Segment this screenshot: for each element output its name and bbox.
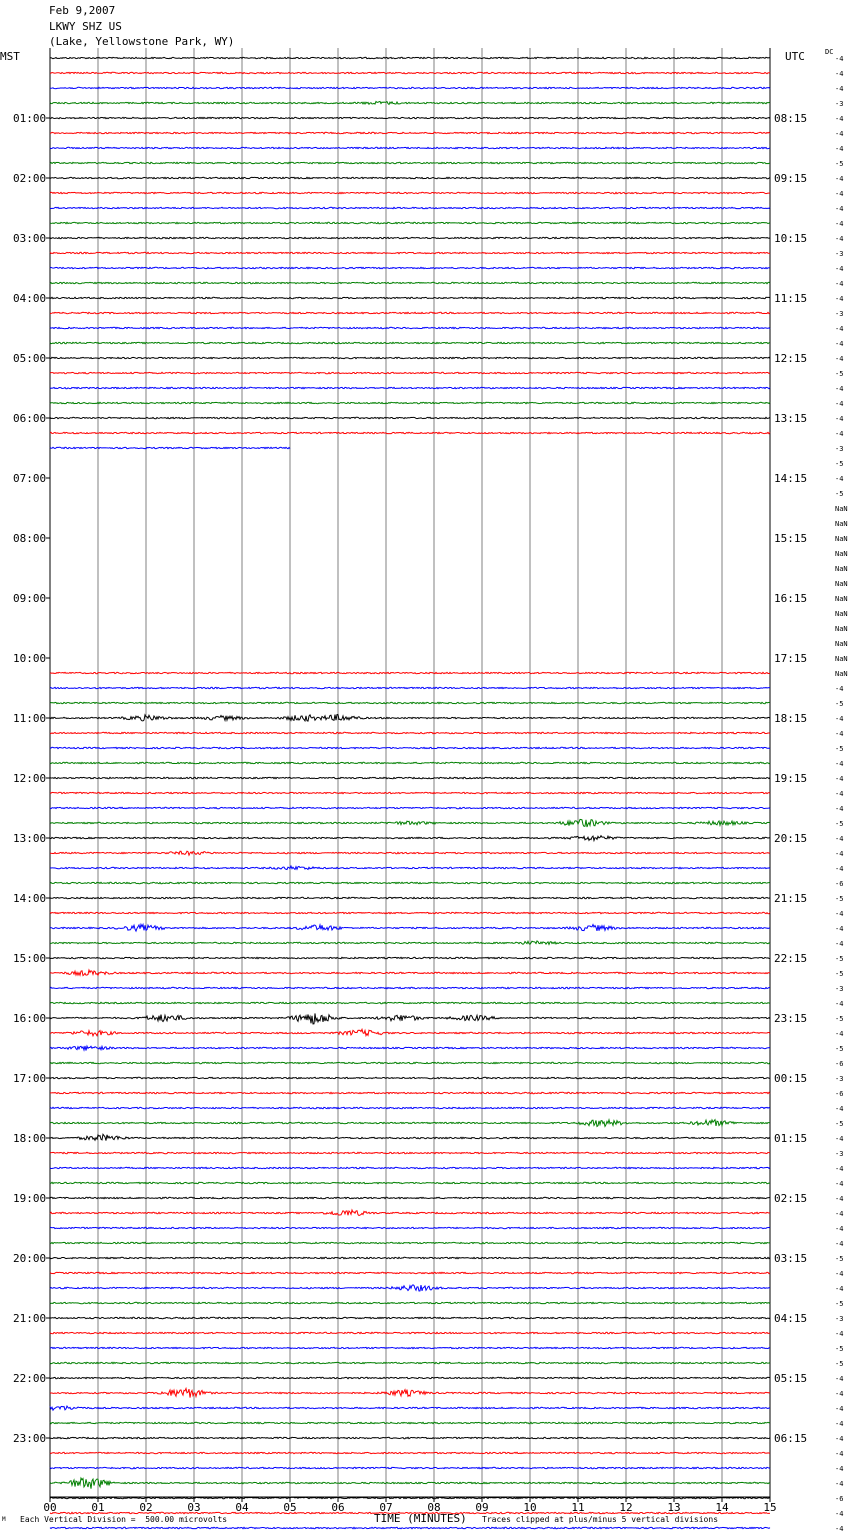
mst-hour-label: 16:00 — [13, 1012, 47, 1025]
utc-hour-label: 22:15 — [774, 952, 808, 965]
trace-blue — [50, 924, 770, 931]
trace-offset-label: -5 — [835, 1045, 844, 1053]
trace-blue — [50, 1167, 770, 1168]
trace-offset-label: -4 — [835, 1210, 844, 1218]
trace-offset-label: -4 — [835, 115, 844, 123]
trace-offset-label: -4 — [835, 205, 844, 213]
trace-offset-label: -4 — [835, 325, 844, 333]
trace-offset-label: -3 — [835, 1315, 844, 1323]
utc-hour-label: 11:15 — [774, 292, 808, 305]
trace-offset-label: NaN — [835, 655, 848, 663]
trace-red — [50, 792, 770, 793]
trace-offset-label: NaN — [835, 535, 848, 543]
trace-offset-label: -3 — [835, 310, 844, 318]
trace-offset-label: -4 — [835, 220, 844, 228]
trace-offset-label: -4 — [835, 1405, 844, 1413]
trace-black — [50, 417, 770, 418]
trace-offset-label: -4 — [835, 1435, 844, 1443]
utc-hour-label: 19:15 — [774, 772, 808, 785]
trace-offset-label: NaN — [835, 520, 848, 528]
x-tick-label: 07 — [379, 1501, 393, 1514]
trace-blue — [50, 1527, 770, 1528]
trace-green — [50, 1182, 770, 1183]
trace-offset-label: -4 — [835, 1105, 844, 1113]
trace-green — [50, 402, 770, 403]
x-tick-label: 14 — [715, 1501, 729, 1514]
trace-blue — [50, 327, 770, 328]
trace-red — [50, 1389, 770, 1398]
trace-offset-label: NaN — [835, 610, 848, 618]
trace-offset-label: -4 — [835, 235, 844, 243]
trace-black — [50, 57, 770, 58]
trace-offset-label: -4 — [835, 385, 844, 393]
trace-black — [50, 1077, 770, 1078]
utc-hour-label: 01:15 — [774, 1132, 808, 1145]
mst-hour-label: 12:00 — [13, 772, 47, 785]
mst-hour-label: 05:00 — [13, 352, 47, 365]
x-tick-label: 05 — [283, 1501, 297, 1514]
trace-offset-label: -4 — [835, 1285, 844, 1293]
mst-hour-label: 07:00 — [13, 472, 47, 485]
trace-offset-label: -4 — [835, 850, 844, 858]
trace-offset-label: -5 — [835, 1300, 844, 1308]
x-tick-label: 10 — [523, 1501, 537, 1514]
trace-offset-label: -4 — [835, 430, 844, 438]
trace-blue — [50, 207, 770, 208]
trace-blue — [50, 1406, 770, 1410]
trace-black — [50, 1197, 770, 1198]
trace-red — [50, 970, 770, 976]
trace-black — [50, 237, 770, 238]
utc-hour-label: 10:15 — [774, 232, 808, 245]
trace-blue — [50, 1285, 770, 1291]
mst-hour-label: 20:00 — [13, 1252, 47, 1265]
mst-hour-label: 18:00 — [13, 1132, 47, 1145]
trace-red — [50, 851, 770, 855]
trace-offset-label: -6 — [835, 880, 844, 888]
trace-black — [50, 957, 770, 958]
trace-red — [50, 432, 770, 433]
trace-offset-label: NaN — [835, 670, 848, 678]
trace-blue — [50, 87, 770, 88]
trace-green — [50, 102, 770, 105]
trace-blue — [50, 387, 770, 388]
trace-black — [50, 836, 770, 841]
trace-offset-label: -5 — [835, 370, 844, 378]
trace-offset-label: -5 — [835, 1015, 844, 1023]
trace-offset-label: -4 — [835, 1270, 844, 1278]
trace-offset-label: -4 — [835, 1465, 844, 1473]
trace-blue — [50, 1347, 770, 1348]
trace-offset-label: -4 — [835, 1240, 844, 1248]
utc-hour-label: 00:15 — [774, 1072, 808, 1085]
trace-red — [50, 372, 770, 373]
x-tick-label: 09 — [475, 1501, 489, 1514]
trace-green — [50, 1422, 770, 1423]
utc-hour-label: 13:15 — [774, 412, 808, 425]
trace-offset-label: -4 — [835, 355, 844, 363]
utc-hour-label: 05:15 — [774, 1372, 808, 1385]
x-tick-label: 13 — [667, 1501, 681, 1514]
trace-offset-label: -4 — [835, 1420, 844, 1428]
trace-blue — [50, 1046, 770, 1051]
trace-offset-label: -3 — [835, 1075, 844, 1083]
trace-red — [50, 672, 770, 673]
trace-offset-label: -4 — [835, 475, 844, 483]
x-tick-label: 02 — [139, 1501, 153, 1514]
trace-black — [50, 1257, 770, 1258]
trace-blue — [50, 866, 770, 869]
trace-offset-label: -6 — [835, 1090, 844, 1098]
trace-black — [50, 1013, 770, 1024]
trace-black — [50, 897, 770, 898]
trace-black — [50, 777, 770, 778]
trace-offset-label: -5 — [835, 700, 844, 708]
trace-red — [50, 252, 770, 253]
utc-hour-label: 04:15 — [774, 1312, 808, 1325]
mst-hour-label: 09:00 — [13, 592, 47, 605]
trace-offset-label: -4 — [835, 85, 844, 93]
trace-green — [50, 342, 770, 343]
trace-blue — [50, 987, 770, 988]
trace-blue — [50, 447, 290, 448]
trace-offset-label: -3 — [835, 100, 844, 108]
trace-red — [50, 1452, 770, 1453]
trace-offset-label: -4 — [835, 685, 844, 693]
trace-offset-label: -5 — [835, 1345, 844, 1353]
trace-green — [50, 1242, 770, 1243]
trace-offset-label: -4 — [835, 1000, 844, 1008]
trace-red — [50, 132, 770, 133]
trace-offset-label: -4 — [835, 340, 844, 348]
trace-green — [50, 1062, 770, 1063]
trace-offset-label: -4 — [835, 1330, 844, 1338]
trace-offset-label: -3 — [835, 445, 844, 453]
trace-offset-label: -4 — [835, 1525, 844, 1533]
trace-offset-label: -4 — [835, 130, 844, 138]
trace-offset-label: -4 — [835, 805, 844, 813]
trace-offset-label: -4 — [835, 265, 844, 273]
trace-black — [50, 117, 770, 118]
trace-offset-label: -5 — [835, 1255, 844, 1263]
mst-hour-label: 13:00 — [13, 832, 47, 845]
trace-offset-label: -3 — [835, 985, 844, 993]
station-label: LKWY SHZ US — [49, 20, 122, 33]
trace-offset-label: -4 — [835, 1510, 844, 1518]
trace-blue — [50, 807, 770, 808]
x-tick-label: 01 — [91, 1501, 105, 1514]
trace-blue — [50, 687, 770, 688]
trace-offset-label: -4 — [835, 1480, 844, 1488]
mst-hour-label: 06:00 — [13, 412, 47, 425]
trace-red — [50, 72, 770, 73]
trace-black — [50, 357, 770, 358]
trace-offset-label: -4 — [835, 1180, 844, 1188]
trace-blue — [50, 1227, 770, 1228]
trace-red — [50, 1029, 770, 1036]
trace-offset-label: -5 — [835, 745, 844, 753]
trace-offset-label: -4 — [835, 835, 844, 843]
trace-offset-label: -4 — [835, 1030, 844, 1038]
mst-hour-label: 23:00 — [13, 1432, 47, 1445]
mst-hour-label: 17:00 — [13, 1072, 47, 1085]
trace-black — [50, 1377, 770, 1378]
mst-hour-label: 02:00 — [13, 172, 47, 185]
utc-hour-label: 23:15 — [774, 1012, 808, 1025]
trace-offset-label: -4 — [835, 190, 844, 198]
trace-offset-label: -4 — [835, 1225, 844, 1233]
trace-offset-label: -4 — [835, 775, 844, 783]
trace-black — [50, 1317, 770, 1318]
left-timezone-label: MST — [0, 50, 20, 63]
trace-offset-label: -4 — [835, 145, 844, 153]
trace-offset-label: -4 — [835, 1195, 844, 1203]
utc-hour-label: 12:15 — [774, 352, 808, 365]
mst-hour-label: 21:00 — [13, 1312, 47, 1325]
trace-offset-label: -5 — [835, 460, 844, 468]
trace-green — [50, 1120, 770, 1127]
x-axis-label: TIME (MINUTES) — [374, 1512, 467, 1525]
utc-hour-label: 06:15 — [774, 1432, 808, 1445]
trace-green — [50, 762, 770, 763]
trace-black — [50, 715, 770, 722]
location-label: (Lake, Yellowstone Park, WY) — [49, 35, 235, 48]
utc-hour-label: 15:15 — [774, 532, 808, 545]
trace-blue — [50, 747, 770, 748]
trace-offset-label: -5 — [835, 160, 844, 168]
trace-red — [50, 1092, 770, 1093]
utc-hour-label: 08:15 — [774, 112, 808, 125]
mst-hour-label: 11:00 — [13, 712, 47, 725]
trace-offset-label: -5 — [835, 1360, 844, 1368]
utc-hour-label: 18:15 — [774, 712, 808, 725]
trace-offset-label: NaN — [835, 625, 848, 633]
trace-blue — [50, 1107, 770, 1108]
trace-blue — [50, 147, 770, 148]
trace-offset-label: -4 — [835, 1375, 844, 1383]
trace-offset-label: -4 — [835, 715, 844, 723]
trace-offset-label: -5 — [835, 895, 844, 903]
x-tick-label: 04 — [235, 1501, 249, 1514]
trace-offset-label: -4 — [835, 55, 844, 63]
trace-offset-label: -4 — [835, 280, 844, 288]
trace-green — [50, 282, 770, 283]
trace-offset-label: NaN — [835, 505, 848, 513]
trace-offset-label: -3 — [835, 1150, 844, 1158]
trace-green — [50, 941, 770, 945]
trace-offset-label: NaN — [835, 595, 848, 603]
trace-offset-label: -5 — [835, 970, 844, 978]
trace-offset-label: -4 — [835, 1390, 844, 1398]
trace-red — [50, 1272, 770, 1273]
date-label: Feb 9,2007 — [49, 4, 116, 17]
mst-hour-label: 08:00 — [13, 532, 47, 545]
trace-offset-label: -4 — [835, 925, 844, 933]
trace-offset-label: -4 — [835, 790, 844, 798]
trace-offset-label: -4 — [835, 865, 844, 873]
dc-label: DC — [825, 48, 834, 56]
x-tick-label: 06 — [331, 1501, 345, 1514]
utc-hour-label: 21:15 — [774, 892, 808, 905]
utc-hour-label: 20:15 — [774, 832, 808, 845]
mst-hour-label: 01:00 — [13, 112, 47, 125]
trace-red — [50, 1210, 770, 1216]
trace-green — [50, 1362, 770, 1363]
trace-offset-label: -4 — [835, 910, 844, 918]
trace-blue — [50, 267, 770, 268]
x-tick-label: 11 — [571, 1501, 585, 1514]
right-timezone-label: UTC — [785, 50, 805, 63]
trace-red — [50, 1332, 770, 1333]
mst-hour-label: 04:00 — [13, 292, 47, 305]
x-tick-label: 03 — [187, 1501, 201, 1514]
scale-note: Each Vertical Division = 500.00 microvolts — [20, 1515, 228, 1524]
x-tick-label: 00 — [43, 1501, 57, 1514]
trace-black — [50, 297, 770, 298]
utc-hour-label: 09:15 — [774, 172, 808, 185]
footer-left-mark: M — [2, 1516, 6, 1523]
trace-black — [50, 177, 770, 178]
mst-hour-label: 15:00 — [13, 952, 47, 965]
trace-black — [50, 1497, 770, 1498]
trace-offset-label: -4 — [835, 70, 844, 78]
trace-black — [50, 1437, 770, 1438]
mst-hour-label: 03:00 — [13, 232, 47, 245]
trace-blue — [50, 1467, 770, 1468]
x-tick-label: 08 — [427, 1501, 441, 1514]
trace-offset-label: -5 — [835, 955, 844, 963]
trace-offset-label: -5 — [835, 1120, 844, 1128]
mst-hour-label: 22:00 — [13, 1372, 47, 1385]
trace-offset-label: -6 — [835, 1495, 844, 1503]
trace-offset-label: -4 — [835, 415, 844, 423]
trace-offset-label: -4 — [835, 940, 844, 948]
trace-red — [50, 912, 770, 913]
mst-hour-label: 10:00 — [13, 652, 47, 665]
trace-green — [50, 222, 770, 223]
trace-offset-label: -6 — [835, 1060, 844, 1068]
trace-green — [50, 882, 770, 883]
trace-offset-label: -4 — [835, 175, 844, 183]
trace-offset-label: NaN — [835, 640, 848, 648]
trace-offset-label: -4 — [835, 295, 844, 303]
utc-hour-label: 14:15 — [774, 472, 808, 485]
utc-hour-label: 17:15 — [774, 652, 808, 665]
trace-offset-label: NaN — [835, 580, 848, 588]
mst-hour-label: 19:00 — [13, 1192, 47, 1205]
x-tick-label: 12 — [619, 1501, 633, 1514]
trace-offset-label: -4 — [835, 1165, 844, 1173]
trace-green — [50, 819, 770, 827]
trace-green — [50, 1302, 770, 1303]
trace-red — [50, 312, 770, 313]
trace-offset-label: NaN — [835, 565, 848, 573]
trace-offset-label: -4 — [835, 1450, 844, 1458]
trace-offset-label: -4 — [835, 1135, 844, 1143]
trace-green — [50, 162, 770, 163]
trace-red — [50, 1152, 770, 1153]
trace-offset-label: NaN — [835, 550, 848, 558]
x-tick-label: 15 — [763, 1501, 777, 1514]
trace-red — [50, 732, 770, 733]
trace-offset-label: -4 — [835, 400, 844, 408]
trace-green — [50, 1478, 770, 1489]
trace-red — [50, 192, 770, 193]
utc-hour-label: 03:15 — [774, 1252, 808, 1265]
trace-black — [50, 1134, 770, 1140]
trace-offset-label: -5 — [835, 490, 844, 498]
utc-hour-label: 02:15 — [774, 1192, 808, 1205]
trace-offset-label: -5 — [835, 820, 844, 828]
trace-offset-label: -3 — [835, 250, 844, 258]
trace-green — [50, 702, 770, 703]
clip-note: Traces clipped at plus/minus 5 vertical divisions — [482, 1515, 719, 1524]
trace-green — [50, 1002, 770, 1003]
trace-offset-label: -4 — [835, 760, 844, 768]
trace-offset-label: -4 — [835, 730, 844, 738]
mst-hour-label: 14:00 — [13, 892, 47, 905]
utc-hour-label: 16:15 — [774, 592, 808, 605]
